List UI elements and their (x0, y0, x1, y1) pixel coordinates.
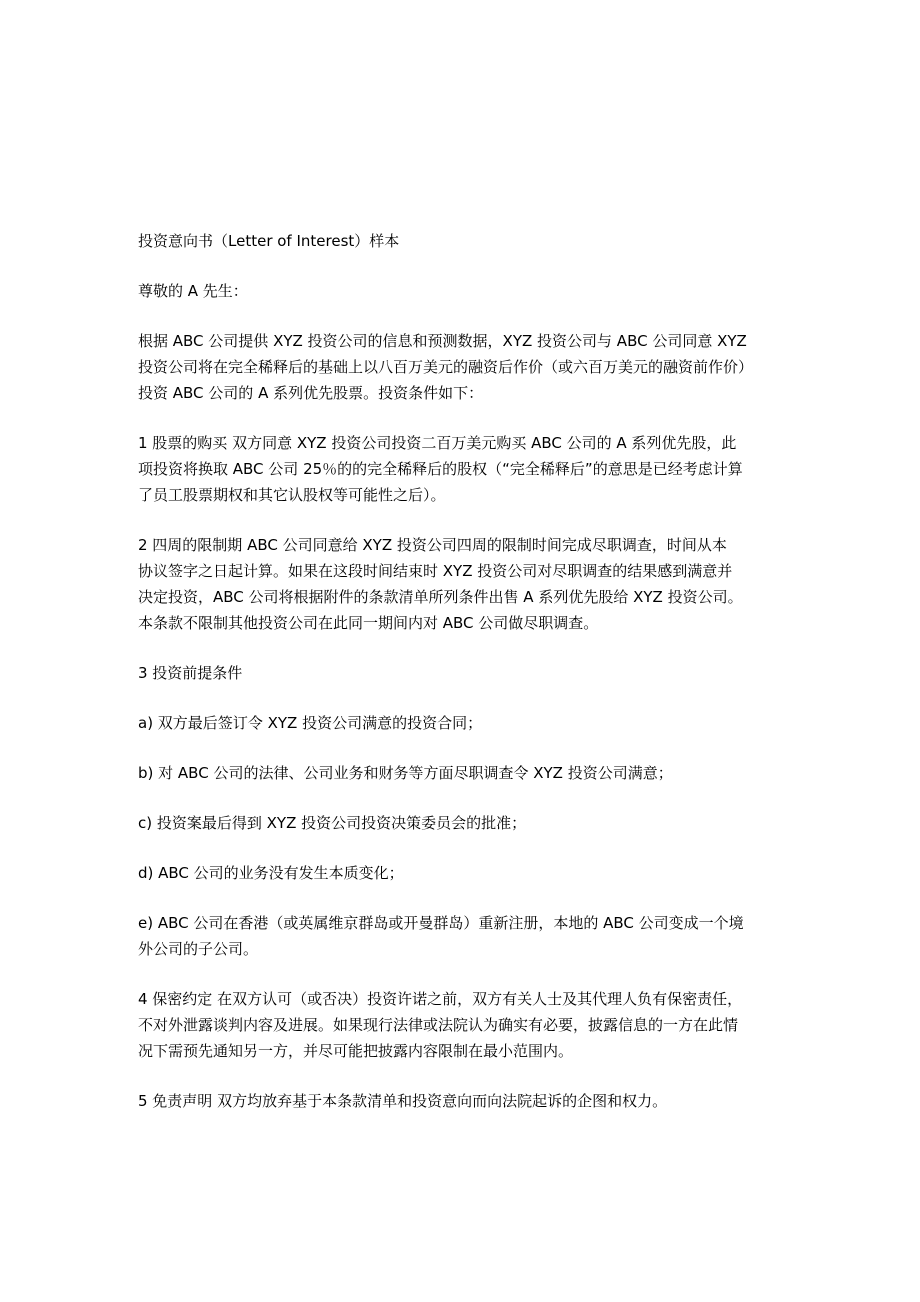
section-2-line: 2 四周的限制期 ABC 公司同意给 XYZ 投资公司四周的限制时间完成尽职调查，时间从本 (138, 536, 727, 554)
condition-a-text: a) 双方最后签订令 XYZ 投资公司满意的投资合同； (138, 714, 483, 732)
condition-d (138, 860, 786, 886)
condition-b (138, 760, 786, 786)
section-3-heading-text: 3 投资前提条件 (138, 664, 243, 682)
condition-b-text: b) 对 ABC 公司的法律、公司业务和财务等方面尽职调查令 XYZ 投资公司满意； (138, 764, 673, 782)
section-4-confidentiality (138, 986, 786, 1064)
document-title (138, 228, 786, 254)
section-5-disclaimer (138, 1088, 786, 1114)
section-2-restriction-period (138, 532, 786, 636)
section-1-line: 了员工股票期权和其它认股权等可能性之后）。 (138, 486, 446, 504)
section-4-line: 不对外泄露谈判内容及进展。如果现行法律或法院认为确实有必要，披露信息的一方在此情 (138, 1016, 739, 1034)
condition-e-line: e) ABC 公司在香港（或英属维京群岛或开曼群岛）重新注册，本地的 ABC 公司变成一个境 (138, 914, 744, 932)
intro-paragraph (138, 328, 786, 406)
section-3-heading (138, 660, 786, 686)
section-1-line: 项投资将换取 ABC 公司 25％的的完全稀释后的股权（“完全稀释后”的意思是已经考虑计算 (138, 460, 743, 478)
section-5-text: 5 免责声明 双方均放弃基于本条款清单和投资意向而向法院起诉的企图和权力。 (138, 1092, 668, 1110)
intro-line: 投资 ABC 公司的 A 系列优先股票。投资条件如下： (138, 384, 484, 402)
section-2-line: 本条款不限制其他投资公司在此同一期间内对 ABC 公司做尽职调查。 (138, 614, 599, 632)
section-4-line: 4 保密约定 在双方认可（或否决）投资许诺之前，双方有关人士及其代理人负有保密责任， (138, 990, 743, 1008)
section-1-share-purchase (138, 430, 786, 508)
title-text: 投资意向书（Letter of Interest）样本 (138, 232, 400, 250)
section-1-line: 1 股票的购买 双方同意 XYZ 投资公司投资二百万美元购买 ABC 公司的 A 系列优先股，此 (138, 434, 737, 452)
intro-line: 根据 ABC 公司提供 XYZ 投资公司的信息和预测数据，XYZ 投资公司与 ABC 公司同意 XYZ (138, 332, 747, 350)
section-2-line: 协议签字之日起计算。如果在这段时间结束时 XYZ 投资公司对尽职调查的结果感到满意并 (138, 562, 733, 580)
salutation (138, 278, 786, 304)
condition-e-line: 外公司的子公司。 (138, 940, 259, 958)
condition-e (138, 910, 786, 962)
section-4-line: 况下需预先通知另一方，并尽可能把披露内容限制在最小范围内。 (138, 1042, 574, 1060)
salutation-text: 尊敬的 A 先生： (138, 282, 248, 300)
document-body (138, 228, 786, 1138)
condition-c (138, 810, 786, 836)
condition-d-text: d) ABC 公司的业务没有发生本质变化； (138, 864, 404, 882)
intro-line: 投资公司将在完全稀释后的基础上以八百万美元的融资后作价（或六百万美元的融资前作价） (138, 358, 754, 376)
condition-c-text: c) 投资案最后得到 XYZ 投资公司投资决策委员会的批准； (138, 814, 527, 832)
condition-a (138, 710, 786, 736)
section-2-line: 决定投资，ABC 公司将根据附件的条款清单所列条件出售 A 系列优先股给 XYZ 投资公司。 (138, 588, 743, 606)
